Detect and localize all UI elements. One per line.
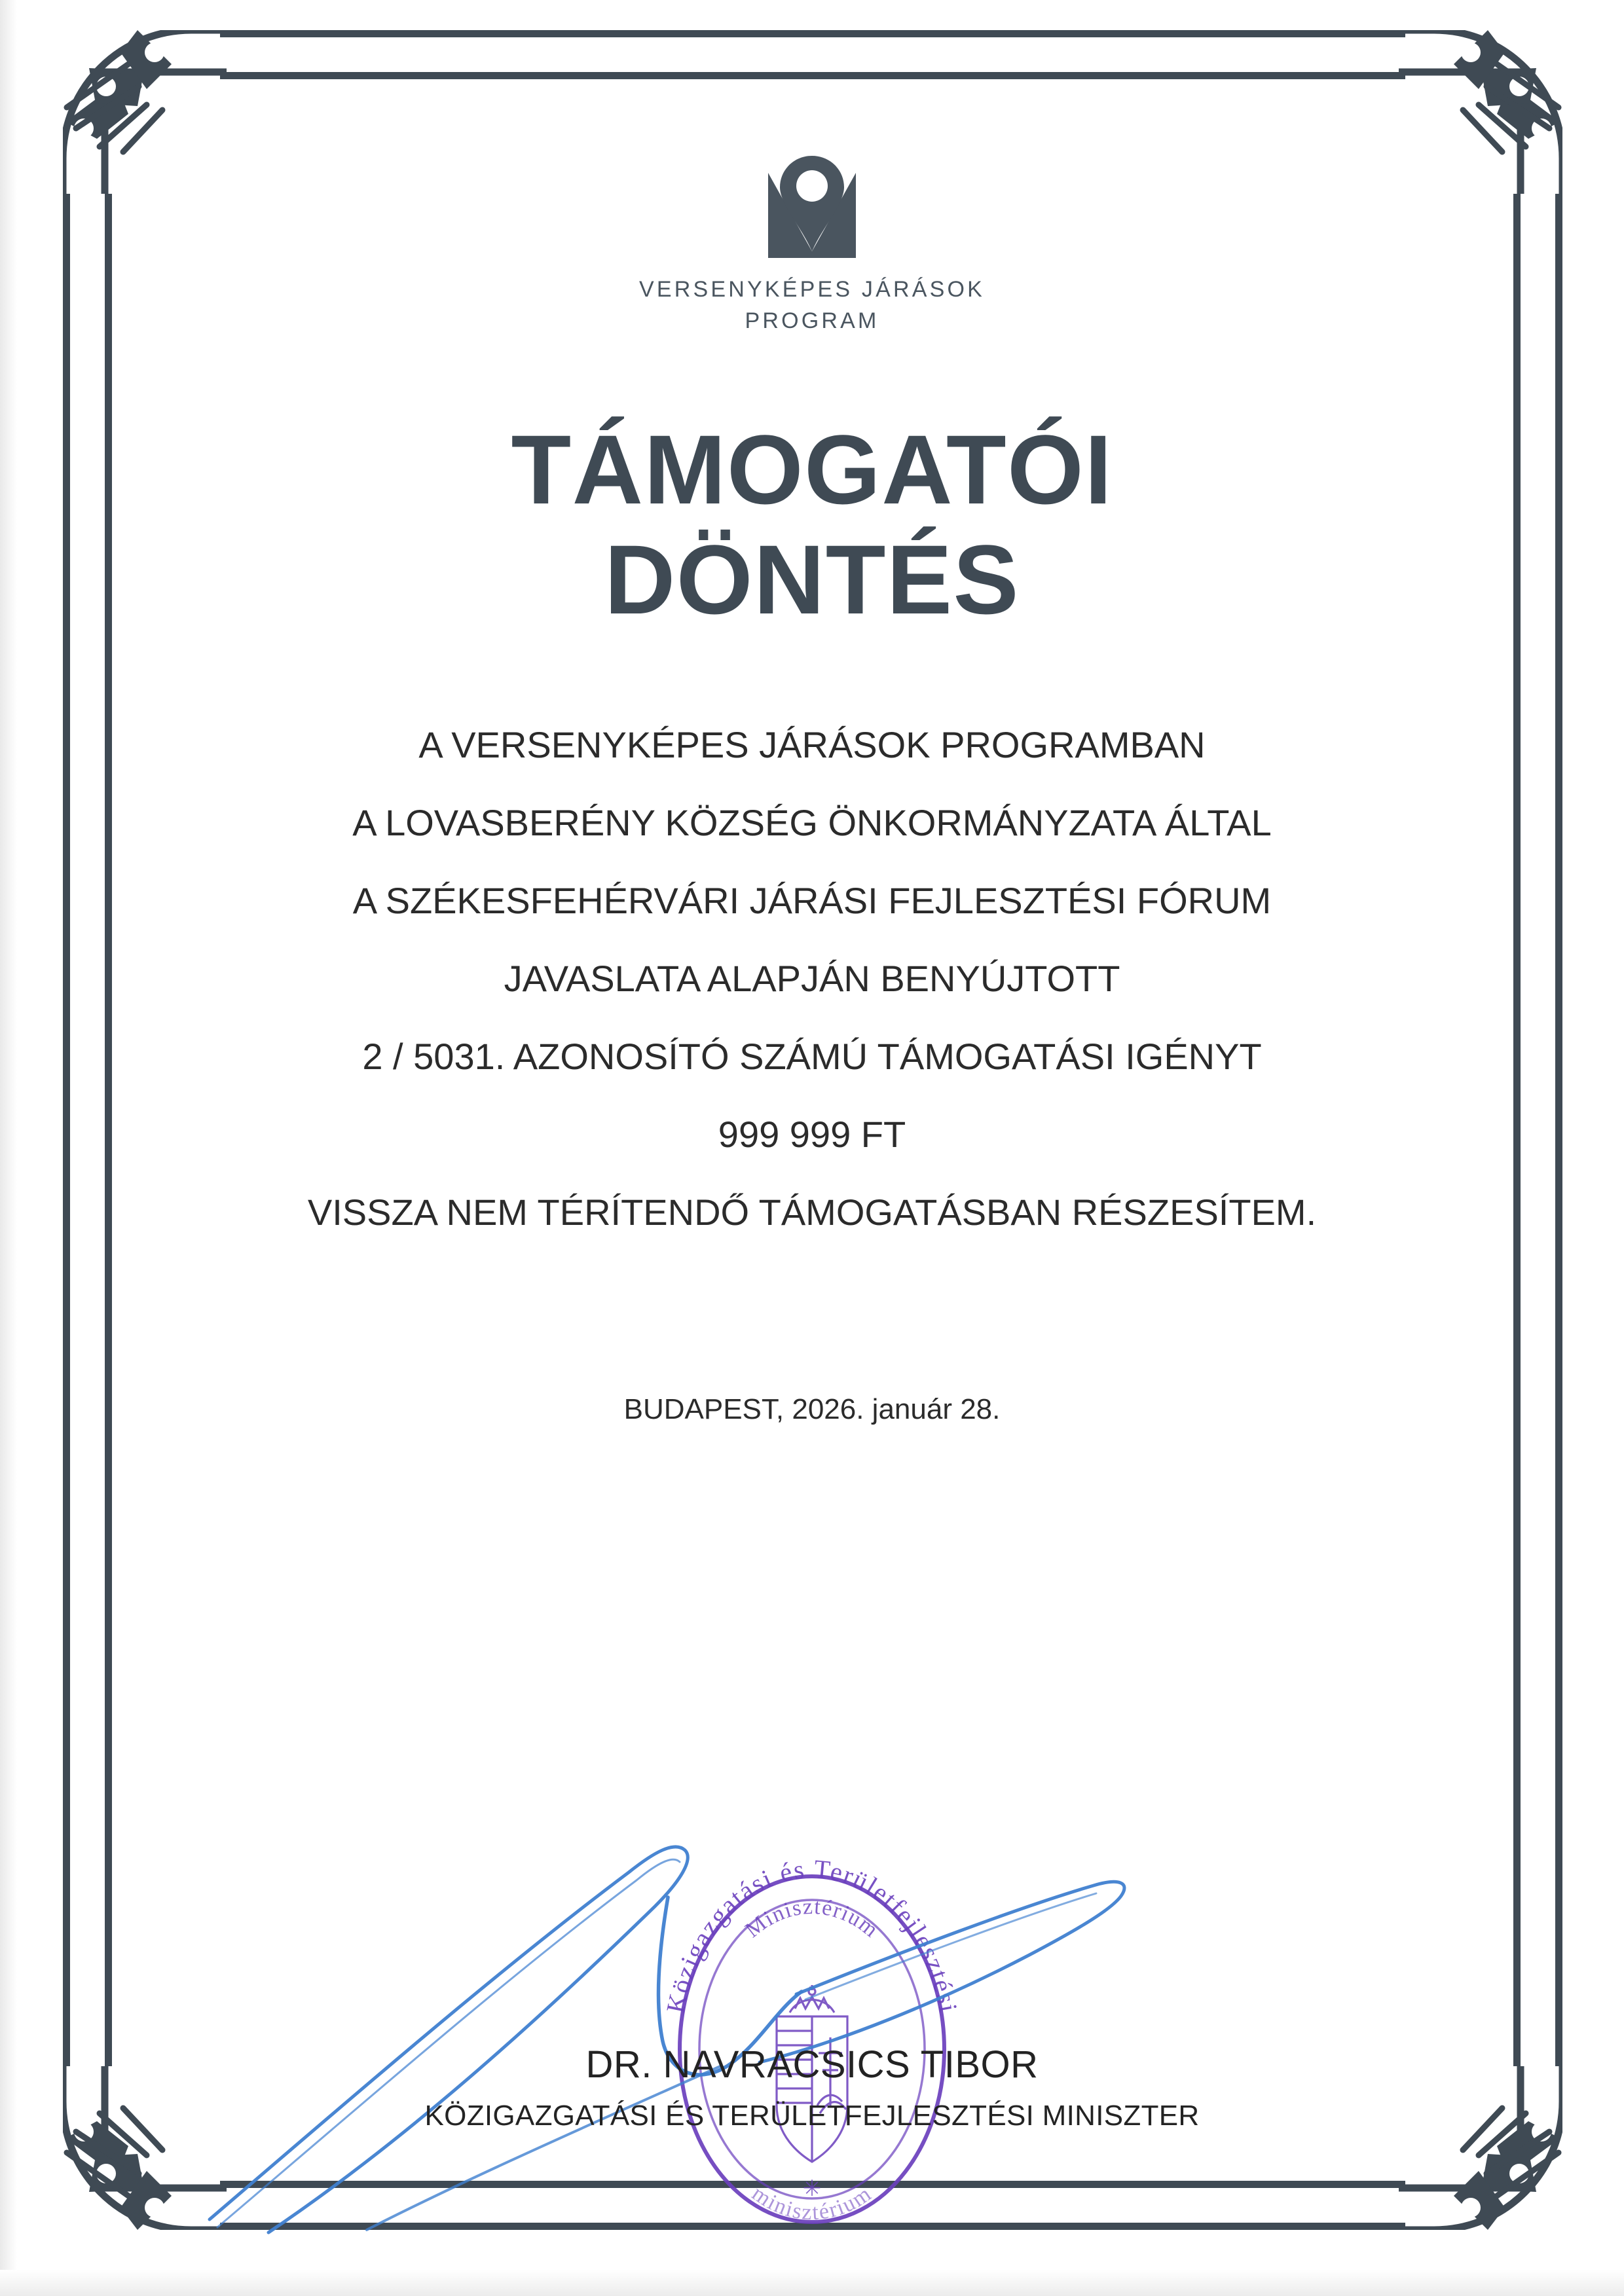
seal-arc-inner-text: Minisztérium — [741, 1894, 883, 1943]
body-line-proposal: JAVASLATA ALAPJÁN BENYÚJTOTT — [504, 957, 1120, 999]
signer-title: KÖZIGAZGATÁSI ÉS TERÜLETFEJLESZTÉSI MINISZTER — [424, 2100, 1200, 2132]
signer-identity — [131, 2043, 1493, 2132]
official-seal — [131, 1735, 1493, 2252]
issue-date: BUDAPEST, 2026. január 28. — [623, 1393, 1001, 1426]
logo-text-line-2: PROGRAM — [745, 308, 879, 334]
body-line-support-type: VISSZA NEM TÉRÍTENDŐ TÁMOGATÁSBAN RÉSZESÍTEM. — [307, 1192, 1317, 1233]
signature-block — [131, 1735, 1493, 2252]
body-line-amount: 999 999 FT — [718, 1114, 906, 1156]
page-title-line-2: DÖNTÉS — [604, 524, 1020, 634]
body-line-application-id: 2 / 5031. AZONOSÍTÓ SZÁMÚ TÁMOGATÁSI IGÉNYT — [362, 1035, 1262, 1077]
program-logo — [131, 155, 1493, 337]
svg-text:Minisztérium — [741, 1895, 883, 1942]
scan-edge-bottom — [0, 2270, 1624, 2296]
seal-arc-top-text: Közigazgatási és Területfejlesztési — [660, 1853, 964, 2016]
svg-text:minisztérium: minisztérium — [747, 2181, 877, 2225]
body-line-program: A VERSENYKÉPES JÁRÁSOK PROGRAMBAN — [418, 723, 1206, 765]
signer-name: DR. NAVRACSICS TIBOR — [585, 2043, 1039, 2086]
decision-body — [131, 723, 1493, 1233]
scan-edge-left — [0, 0, 17, 2296]
page-title — [131, 414, 1493, 634]
page-title-line-1: TÁMOGATÓI — [511, 414, 1113, 524]
certificate-content — [131, 30, 1493, 1426]
logo-text-line-1: VERSENYKÉPES JÁRÁSOK — [638, 277, 986, 302]
versenykepes-jarasok-pin-mark — [730, 155, 894, 259]
seal-star-glyph: ✳ — [802, 2177, 822, 2201]
body-line-applicant: A LOVASBERÉNY KÖZSÉG ÖNKORMÁNYZATA ÁLTAL — [352, 801, 1272, 843]
handwritten-signature — [131, 1735, 1493, 2252]
body-line-forum: A SZÉKESFEHÉRVÁRI JÁRÁSI FEJLESZTÉSI FÓRUM — [352, 879, 1272, 921]
svg-text:Közigazgatási és Területfejles — [661, 1854, 964, 2016]
